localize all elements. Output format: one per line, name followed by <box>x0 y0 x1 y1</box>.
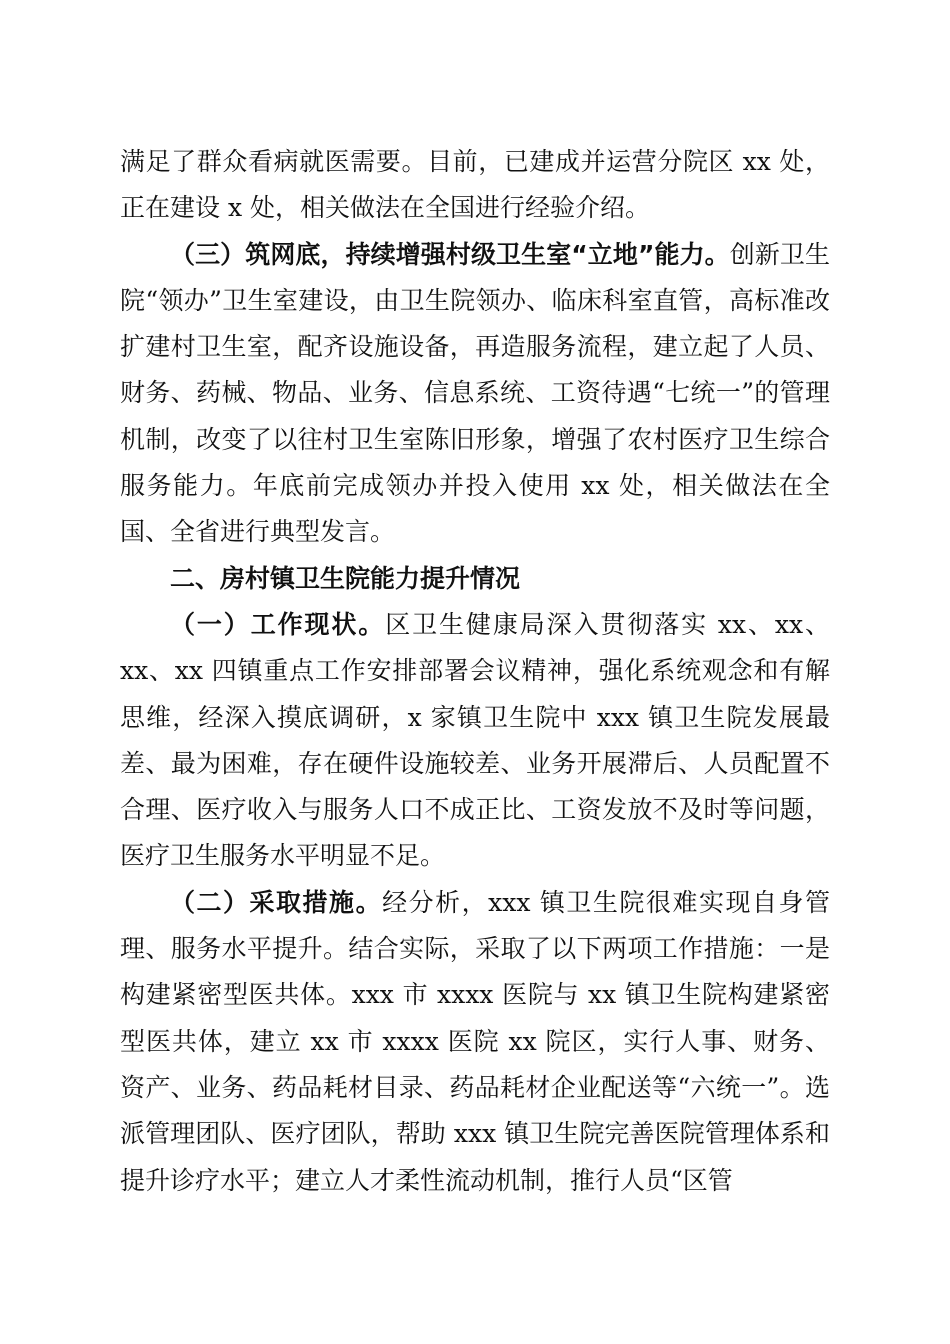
section-3-lead: （三）筑网底，持续增强村级卫生室“立地”能力。 <box>170 239 730 269</box>
section-heading-2: 二、房村镇卫生院能力提升情况 <box>170 563 521 593</box>
current-status-lead: （一）工作现状。 <box>170 609 386 639</box>
paragraph-section-3 <box>120 232 830 556</box>
paragraph-text: 满足了群众看病就医需要。目前，已建成并运营分院区 xx 处，正在建设 x 处，相关做法在全国进行经验介绍。 <box>120 147 830 223</box>
measures-lead: （二）采取措施。 <box>170 887 383 917</box>
measures-text: 经分析，xxx 镇卫生院很难实现自身管理、服务水平提升。结合实际，采取了以下两项工作措施：一是构建紧密型医共体。xxx 市 xxxx 医院与 xx 镇卫生院构建紧密型医共体，建立 xx 市 xxxx 医院 xx 院区，实行人事、财务、资产、业务、药品耗材目录、药品耗材企业配送等“六统一”。选派管理团队、医疗团队，帮助 xxx 镇卫生院完善医院管理体系和提升诊疗水平；建立人才柔性流动机制，推行人员“区管 <box>120 887 830 1195</box>
document-body <box>120 139 830 1204</box>
paragraph-continuation <box>120 139 830 232</box>
section-3-text: 创新卫生院“领办”卫生室建设，由卫生院领办、临床科室直管，高标准改扩建村卫生室，配齐设施设备，再造服务流程，建立起了人员、财务、药械、物品、业务、信息系统、工资待遇“七统一”的管理机制，改变了以往村卫生室陈旧形象，增强了农村医疗卫生综合服务能力。年底前完成领办并投入使用 xx 处，相关做法在全国、全省进行典型发言。 <box>120 239 830 547</box>
paragraph-current-status <box>120 602 830 880</box>
current-status-text: 区卫生健康局深入贯彻落实 xx、xx、xx、xx 四镇重点工作安排部署会议精神，强化系统观念和有解思维，经深入摸底调研，x 家镇卫生院中 xxx 镇卫生院发展最差、最为困难，存在硬件设施较差、业务开展滞后、人员配置不合理、医疗收入与服务人口不成正比、工资发放不及时等问题，医疗卫生服务水平明显不足。 <box>120 609 830 871</box>
paragraph-measures <box>120 880 830 1204</box>
